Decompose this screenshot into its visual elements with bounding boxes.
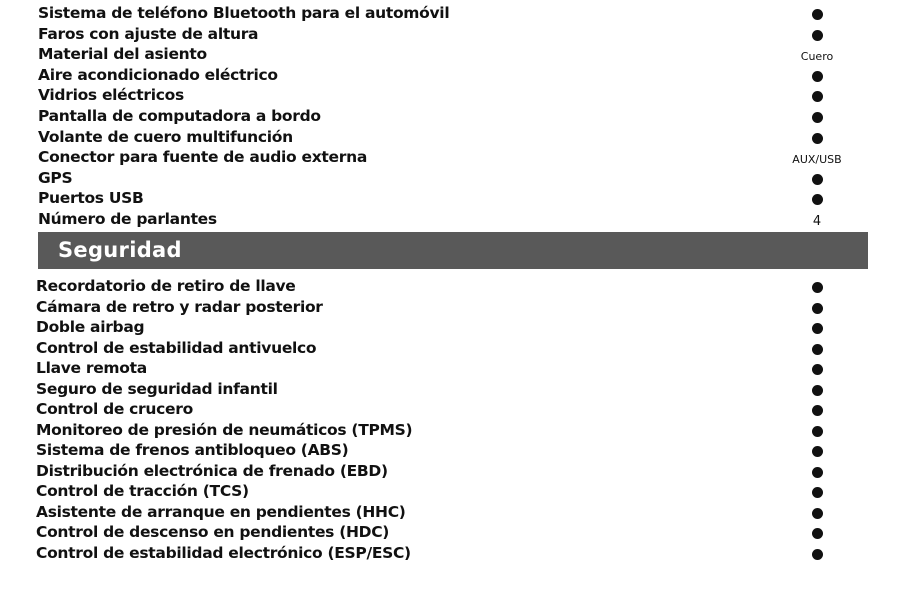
feature-label: Puertos USB bbox=[38, 189, 144, 208]
feature-value-text: 4 bbox=[812, 213, 822, 229]
feature-label: Seguro de seguridad infantil bbox=[36, 379, 278, 398]
included-dot-icon bbox=[787, 522, 847, 542]
feature-row bbox=[36, 502, 900, 523]
seguridad-features-list bbox=[36, 276, 900, 563]
included-dot-icon bbox=[787, 420, 847, 440]
included-dot-icon bbox=[787, 106, 847, 126]
feature-label: Aire acondicionado eléctrico bbox=[38, 65, 278, 84]
feature-row bbox=[38, 44, 900, 65]
feature-label: GPS bbox=[38, 168, 73, 187]
feature-row bbox=[36, 522, 900, 543]
feature-row bbox=[38, 168, 900, 189]
included-dot-icon bbox=[787, 543, 847, 563]
feature-row bbox=[36, 317, 900, 338]
feature-row bbox=[36, 543, 900, 564]
feature-value bbox=[787, 209, 847, 229]
feature-row bbox=[38, 3, 900, 24]
feature-label: Doble airbag bbox=[36, 318, 145, 336]
included-dot-icon bbox=[787, 24, 847, 44]
bullet-dot-icon bbox=[812, 91, 823, 102]
bullet-dot-icon bbox=[812, 405, 823, 416]
bullet-dot-icon bbox=[812, 174, 823, 185]
feature-label: Cámara de retro y radar posterior bbox=[36, 297, 323, 316]
feature-row bbox=[38, 65, 900, 86]
feature-value-text: Cuero bbox=[800, 50, 834, 64]
bullet-dot-icon bbox=[812, 71, 823, 82]
bullet-dot-icon bbox=[812, 385, 823, 396]
feature-label: Pantalla de computadora a bordo bbox=[38, 106, 321, 125]
feature-row bbox=[36, 338, 900, 359]
bullet-dot-icon bbox=[812, 30, 823, 41]
included-dot-icon bbox=[787, 127, 847, 147]
feature-row bbox=[36, 440, 900, 461]
included-dot-icon bbox=[787, 440, 847, 460]
bullet-dot-icon bbox=[812, 426, 823, 437]
feature-row bbox=[38, 188, 900, 209]
feature-label: Conector para fuente de audio externa bbox=[38, 148, 367, 167]
included-dot-icon bbox=[787, 481, 847, 501]
feature-label: Monitoreo de presión de neumáticos (TPMS) bbox=[36, 420, 413, 439]
included-dot-icon bbox=[787, 188, 847, 208]
included-dot-icon bbox=[787, 168, 847, 188]
bullet-dot-icon bbox=[812, 133, 823, 144]
feature-label: Material del asiento bbox=[38, 45, 207, 64]
feature-label: Recordatorio de retiro de llave bbox=[36, 277, 296, 295]
feature-label: Control de descenso en pendientes (HDC) bbox=[36, 523, 390, 541]
feature-label: Faros con ajuste de altura bbox=[38, 24, 259, 43]
included-dot-icon bbox=[787, 379, 847, 399]
feature-row bbox=[36, 379, 900, 400]
bullet-dot-icon bbox=[812, 303, 823, 314]
feature-value-text: AUX/USB bbox=[792, 153, 842, 167]
feature-row bbox=[38, 127, 900, 148]
feature-label: Asistente de arranque en pendientes (HHC) bbox=[36, 502, 406, 521]
bullet-dot-icon bbox=[812, 508, 823, 519]
included-dot-icon bbox=[787, 358, 847, 378]
feature-row bbox=[36, 461, 900, 482]
included-dot-icon bbox=[787, 297, 847, 317]
section-title: Seguridad bbox=[58, 238, 182, 262]
feature-label: Sistema de teléfono Bluetooth para el automóvil bbox=[38, 4, 450, 22]
included-dot-icon bbox=[787, 338, 847, 358]
confort-features-list bbox=[38, 3, 900, 230]
bullet-dot-icon bbox=[812, 194, 823, 205]
feature-row bbox=[38, 209, 900, 230]
included-dot-icon bbox=[787, 399, 847, 419]
feature-label: Control de estabilidad electrónico (ESP/ESC) bbox=[36, 543, 411, 562]
bullet-dot-icon bbox=[812, 9, 823, 20]
feature-label: Control de estabilidad antivuelco bbox=[36, 338, 317, 357]
feature-row bbox=[36, 276, 900, 297]
feature-label: Distribución electrónica de frenado (EBD) bbox=[36, 461, 388, 480]
feature-label: Número de parlantes bbox=[38, 209, 217, 228]
bullet-dot-icon bbox=[812, 446, 823, 457]
feature-label: Sistema de frenos antibloqueo (ABS) bbox=[36, 441, 349, 459]
feature-row bbox=[36, 358, 900, 379]
included-dot-icon bbox=[787, 276, 847, 296]
bullet-dot-icon bbox=[812, 549, 823, 560]
feature-label: Llave remota bbox=[36, 359, 147, 377]
cut-off-row bbox=[38, 0, 43, 1]
included-dot-icon bbox=[787, 461, 847, 481]
included-dot-icon bbox=[787, 502, 847, 522]
feature-label: Vidrios eléctricos bbox=[38, 86, 184, 105]
feature-row bbox=[38, 147, 900, 168]
feature-value bbox=[787, 44, 847, 64]
section-header-seguridad bbox=[38, 232, 868, 269]
feature-row bbox=[36, 481, 900, 502]
feature-value bbox=[787, 147, 847, 167]
bullet-dot-icon bbox=[812, 282, 823, 293]
bullet-dot-icon bbox=[812, 364, 823, 375]
included-dot-icon bbox=[787, 85, 847, 105]
feature-row bbox=[38, 24, 900, 45]
bullet-dot-icon bbox=[812, 467, 823, 478]
feature-row bbox=[38, 85, 900, 106]
included-dot-icon bbox=[787, 317, 847, 337]
bullet-dot-icon bbox=[812, 487, 823, 498]
bullet-dot-icon bbox=[812, 112, 823, 123]
included-dot-icon bbox=[787, 3, 847, 23]
feature-row bbox=[36, 399, 900, 420]
feature-label: Control de crucero bbox=[36, 400, 193, 418]
feature-label: Volante de cuero multifunción bbox=[38, 127, 293, 146]
feature-row bbox=[36, 297, 900, 318]
bullet-dot-icon bbox=[812, 528, 823, 539]
feature-label: Control de tracción (TCS) bbox=[36, 482, 249, 500]
bullet-dot-icon bbox=[812, 344, 823, 355]
bullet-dot-icon bbox=[812, 323, 823, 334]
feature-row bbox=[38, 106, 900, 127]
included-dot-icon bbox=[787, 65, 847, 85]
feature-row bbox=[36, 420, 900, 441]
